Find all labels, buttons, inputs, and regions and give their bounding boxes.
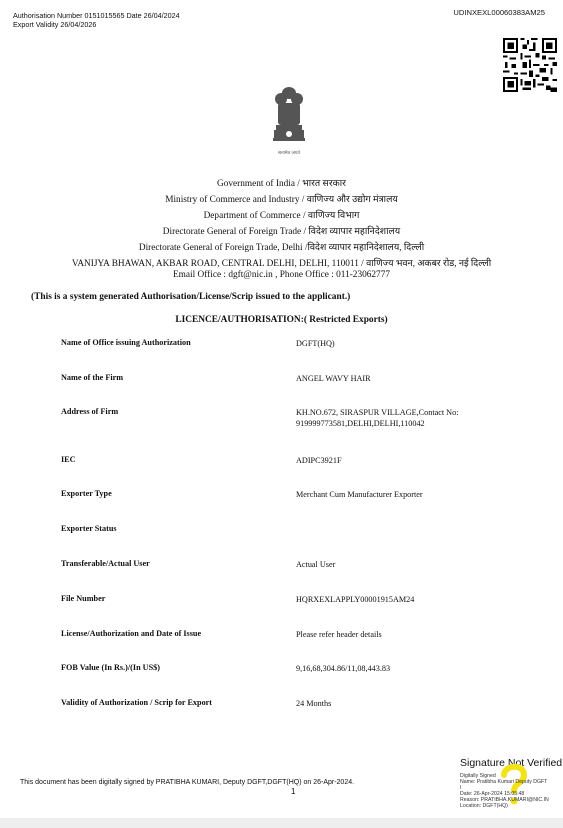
signature-detail-line: Reason: PRATIBHA.KUMARI@NIC.IN <box>460 797 549 803</box>
gov-line-7: Email Office : dgft@nic.in , Phone Office : 011-23062777 <box>172 270 390 280</box>
field-label-date-of-issue: License/Authorization and Date of Issue <box>61 629 202 638</box>
gov-line-5: Directorate General of Foreign Trade, Delhi /विदेश व्यापार महानिदेशालय, दिल्ली <box>138 243 425 253</box>
document-title: LICENCE/AUTHORISATION:( Restricted Exports) <box>175 315 388 325</box>
qr-code-icon <box>503 38 557 92</box>
gov-line-6: VANIJYA BHAWAN, AKBAR ROAD, CENTRAL DELHI, DELHI, 110011 / वाणिज्य भवन, अकबर रोड, नई दिल्ली <box>71 259 492 269</box>
header-authorisation-block <box>13 11 180 29</box>
field-label-iec: IEC <box>61 455 76 464</box>
page-number: 1 <box>291 787 296 796</box>
field-label-file-number: File Number <box>61 594 106 603</box>
signature-detail-line: Location: DGFT(HQ) <box>460 803 508 809</box>
document-id: UDINXEXL00060383AM25 <box>453 8 545 17</box>
gov-line-4: Directorate General of Foreign Trade / विदेश व्यापार महानिदेशालय <box>162 227 401 237</box>
field-value-address: KH.NO.672, SIRASPUR VILLAGE,Contact No: 919999773581,DELHI,DELHI,110042 <box>296 408 459 428</box>
page-bottom-edge <box>0 818 563 828</box>
signature-detail-line: Name: Pratibha Kumari Deputy DGFT <box>460 779 548 785</box>
field-value-office: DGFT(HQ) <box>296 339 335 348</box>
authorisation-number: Authorisation Number 0151015565 Date 26/04/2024 <box>13 11 180 20</box>
field-label-transferable: Transferable/Actual User <box>61 559 150 568</box>
export-validity: Export Validity 26/04/2026 <box>13 20 97 29</box>
field-value-validity: 24 Months <box>296 699 332 708</box>
field-value-exporter-type: Merchant Cum Manufacturer Exporter <box>296 490 423 499</box>
signature-detail-line: I <box>460 785 462 791</box>
gov-line-1: Government of India / भारत सरकार <box>216 179 346 189</box>
system-generated-note: (This is a system generated Authorisation/License/Scrip issued to the applicant.) <box>31 292 351 302</box>
field-value-fob-value: 9,16,68,304.86/11,08,443.83 <box>296 664 391 673</box>
signature-detail-line: Date: 26-Apr-2024 15:05:48 <box>460 791 525 797</box>
national-emblem-icon <box>270 85 308 159</box>
field-value-file-number: HQRXEXLAPPLY00001915AM24 <box>296 595 415 604</box>
emblem-motto: सत्यमेव जयते <box>277 151 301 156</box>
field-label-office: Name of Office issuing Authorization <box>61 338 191 347</box>
field-label-exporter-status: Exporter Status <box>61 524 117 533</box>
field-value-firm-name: ANGEL WAVY HAIR <box>296 374 371 383</box>
gov-line-3: Department of Commerce / वाणिज्य विभाग <box>203 211 360 221</box>
field-label-firm-name: Name of the Firm <box>61 373 124 382</box>
signature-detail-line: Digitally Signed <box>460 773 496 779</box>
field-value-transferable: Actual User <box>296 560 336 569</box>
field-value-iec: ADIPC3921F <box>296 456 342 465</box>
digital-signature-statement: This document has been digitally signed by PRATIBHA KUMARI, Deputy DGFT,DGFT(HQ) on 26-Apr-2024. <box>20 779 355 786</box>
signature-details <box>460 773 562 809</box>
signature-status: Signature Not Verified <box>460 757 563 769</box>
field-label-fob-value: FOB Value (In Rs.)/(In US$) <box>61 663 160 672</box>
field-label-validity: Validity of Authorization / Scrip for Export <box>61 698 213 707</box>
gov-line-2: Ministry of Commerce and Industry / वाणिज्य और उद्योग मंत्रालय <box>165 195 398 205</box>
field-value-date-of-issue: Please refer header details <box>296 630 382 639</box>
field-label-exporter-type: Exporter Type <box>61 489 112 498</box>
field-label-address: Address of Firm <box>61 407 119 416</box>
